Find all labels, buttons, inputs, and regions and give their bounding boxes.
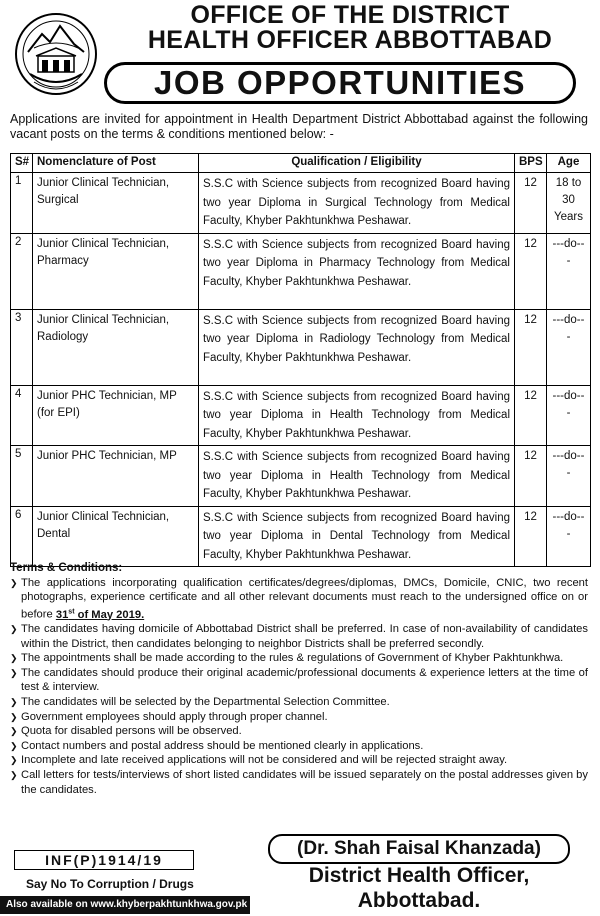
anti-corruption-slogan: Say No To Corruption / Drugs: [26, 877, 194, 891]
list-item: ❯ The appointments shall be made according to the rules & regulations of Government of Khyber Pakhtunkhwa.: [10, 651, 588, 666]
row-post: Junior Clinical Technician, Radiology: [33, 309, 199, 385]
header-age: Age: [547, 154, 591, 173]
terms-and-conditions: [10, 561, 588, 797]
office-title-line1: OFFICE OF THE DISTRICT: [190, 1, 510, 29]
table-row: [11, 309, 591, 385]
table-row: [11, 233, 591, 309]
row-age: 18 to 30 Years: [547, 173, 591, 234]
row-bps: 12: [515, 309, 547, 385]
row-age: ---do---: [547, 385, 591, 446]
signatory-name: (Dr. Shah Faisal Khanzada): [268, 834, 570, 864]
office-title: [106, 3, 594, 53]
list-item: ❯ Contact numbers and postal address should be mentioned clearly in applications.: [10, 739, 588, 754]
row-bps: 12: [515, 446, 547, 507]
district-emblem-icon: [14, 8, 98, 104]
row-post: Junior PHC Technician, MP (for EPI): [33, 385, 199, 446]
advertisement-reference: INF(P)1914/19: [14, 850, 194, 870]
row-qualification: S.S.C with Science subjects from recognized Board having two year Diploma in Dental Technology from Medical Faculty, Khyber Pakhtunkhwa Peshawar.: [199, 506, 515, 567]
row-post: Junior PHC Technician, MP: [33, 446, 199, 507]
row-age: ---do---: [547, 506, 591, 567]
term-text: The applications incorporating qualification certificates/degrees/diplomas, DMCs, Domicile, CNIC, two recent photographs, experience certificate and all other relevant documents must reach to the undersigned office on or before: [21, 576, 588, 621]
row-age: ---do---: [547, 309, 591, 385]
header-qualification: Qualification / Eligibility: [199, 154, 515, 173]
row-qualification: S.S.C with Science subjects from recognized Board having two year Diploma in Surgical Technology from Medical Faculty, Khyber Pakhtunkhwa Peshawar.: [199, 173, 515, 234]
signatory-designation: District Health Officer,: [308, 864, 530, 887]
list-item: ❯ The candidates having domicile of Abbottabad District shall be preferred. In case of non-availability of candidates within the District, then candidates belonging to neighbor Districts shall be preferred secondly.: [10, 622, 588, 651]
list-item: [10, 576, 588, 623]
table-row: [11, 173, 591, 234]
row-sno: 2: [11, 233, 33, 309]
intro-paragraph: Applications are invited for appointment in Health Department District Abbottabad against the following vacant posts on the terms & conditions mentioned below: -: [10, 112, 588, 141]
row-sno: 4: [11, 385, 33, 446]
row-qualification: S.S.C with Science subjects from recognized Board having two year Diploma in Pharmacy Technology from Medical Faculty, Khyber Pakhtunkhwa Peshawar.: [199, 233, 515, 309]
row-post: Junior Clinical Technician, Pharmacy: [33, 233, 199, 309]
row-bps: 12: [515, 385, 547, 446]
list-item: ❯ The candidates should produce their original academic/professional documents & experience letters at the time of test & interview.: [10, 666, 588, 695]
row-age: ---do---: [547, 446, 591, 507]
row-age: ---do---: [547, 233, 591, 309]
deadline-date: 31st of May 2019.: [55, 607, 145, 621]
row-sno: 1: [11, 173, 33, 234]
row-post: Junior Clinical Technician, Surgical: [33, 173, 199, 234]
office-title-line2: HEALTH OFFICER ABBOTTABAD: [147, 26, 553, 54]
list-item: ❯ Incomplete and late received applications will not be considered and will be rejected straight away.: [10, 753, 588, 768]
row-qualification: S.S.C with Science subjects from recognized Board having two year Diploma in Health Technology from Medical Faculty, Khyber Pakhtunkhwa Peshawar.: [199, 385, 515, 446]
vacant-posts-table: [10, 153, 591, 567]
row-sno: 3: [11, 309, 33, 385]
website-footer-bar: Also available on www.khyberpakhtunkhwa.gov.pk: [0, 896, 250, 914]
row-bps: 12: [515, 233, 547, 309]
header-post: Nomenclature of Post: [33, 154, 199, 173]
list-item: ❯ Government employees should apply through proper channel.: [10, 710, 588, 725]
header-bps: BPS: [515, 154, 547, 173]
table-row: [11, 385, 591, 446]
list-item: ❯ Call letters for tests/interviews of short listed candidates will be issued separately on the postal addresses given by the candidates.: [10, 768, 588, 797]
row-sno: 6: [11, 506, 33, 567]
row-sno: 5: [11, 446, 33, 507]
row-bps: 12: [515, 506, 547, 567]
list-item: ❯ The candidates will be selected by the Departmental Selection Committee.: [10, 695, 588, 710]
row-qualification: S.S.C with Science subjects from recognized Board having two year Diploma in Health Technology from Medical Faculty, Khyber Pakhtunkhwa Peshawar.: [199, 446, 515, 507]
row-qualification: S.S.C with Science subjects from recognized Board having two year Diploma in Radiology Technology from Medical Faculty, Khyber Pakhtunkhwa Peshawar.: [199, 309, 515, 385]
row-bps: 12: [515, 173, 547, 234]
table-row: [11, 446, 591, 507]
job-opportunities-banner: JOB OPPORTUNITIES: [104, 62, 576, 104]
terms-heading: Terms & Conditions:: [10, 562, 123, 574]
signatory-city: Abbottabad.: [357, 889, 481, 912]
header-sno: S#: [11, 154, 33, 173]
table-header-row: [11, 154, 591, 173]
terms-list: [10, 576, 588, 798]
row-post: Junior Clinical Technician, Dental: [33, 506, 199, 567]
table-row: [11, 506, 591, 567]
list-item: ❯ Quota for disabled persons will be observed.: [10, 724, 588, 739]
